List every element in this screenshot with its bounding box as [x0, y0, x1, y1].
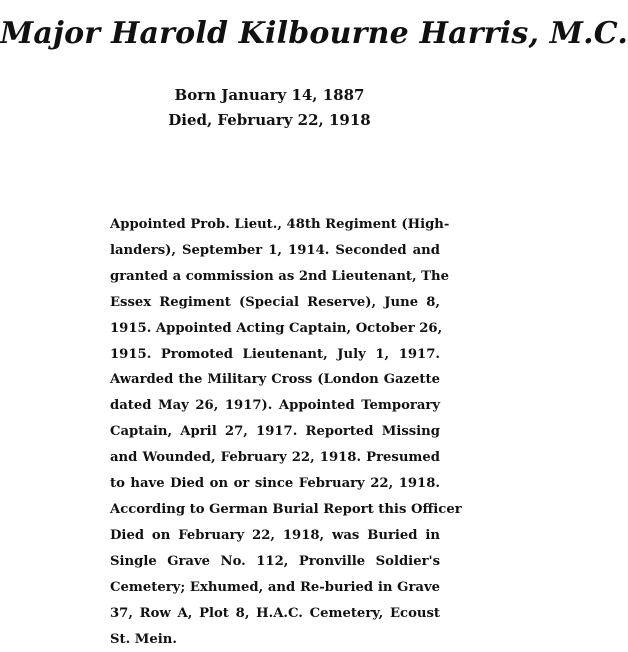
service-record-line: Captain, April 27, 1917. Reported Missing	[110, 419, 440, 445]
death-date: Died, February 22, 1918	[0, 108, 539, 133]
life-dates	[0, 83, 539, 133]
service-record	[110, 212, 440, 652]
service-record-line: 1915. Promoted Lieutenant, July 1, 1917.	[110, 342, 440, 368]
service-record-line: Appointed Prob. Lieut., 48th Regiment (High-	[110, 212, 440, 238]
service-record-line: dated May 26, 1917). Appointed Temporary	[110, 393, 440, 419]
service-record-line: and Wounded, February 22, 1918. Presumed	[110, 445, 440, 471]
service-record-line: to have Died on or since February 22, 1918.	[110, 471, 440, 497]
service-record-line: granted a commission as 2nd Lieutenant, The	[110, 264, 440, 290]
service-record-line: 37, Row A, Plot 8, H.A.C. Cemetery, Ecoust	[110, 601, 440, 627]
birth-date: Born January 14, 1887	[0, 83, 539, 108]
page-title: Major Harold Kilbourne Harris, M.C.	[0, 14, 539, 54]
service-record-line: According to German Burial Report this Officer	[110, 497, 440, 523]
service-record-line: Single Grave No. 112, Pronville Soldier's	[110, 549, 440, 575]
service-record-line: Awarded the Military Cross (London Gazette	[110, 367, 440, 393]
service-record-line: St. Mein.	[110, 627, 440, 652]
service-record-line: Essex Regiment (Special Reserve), June 8,	[110, 290, 440, 316]
service-record-line: 1915. Appointed Acting Captain, October 26,	[110, 316, 440, 342]
service-record-line: landers), September 1, 1914. Seconded and	[110, 238, 440, 264]
service-record-line: Died on February 22, 1918, was Buried in	[110, 523, 440, 549]
service-record-line: Cemetery; Exhumed, and Re-buried in Grave	[110, 575, 440, 601]
